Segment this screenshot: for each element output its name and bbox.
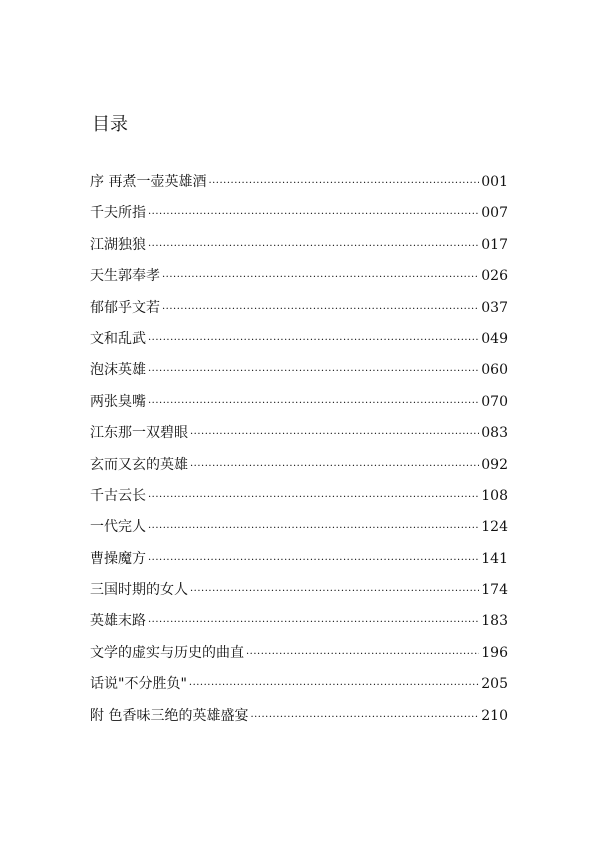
toc-entry (90, 203, 508, 234)
toc-entry-page: 183 (481, 613, 508, 630)
toc-leader-dots (246, 645, 479, 665)
toc-entry-page: 124 (481, 519, 508, 536)
toc-entry (90, 329, 508, 360)
toc-entry (90, 706, 508, 737)
toc-leader-dots (208, 174, 479, 194)
toc-entry-page: 070 (481, 393, 508, 410)
toc-entry-title: 江东那一双碧眼 (90, 425, 188, 442)
toc-entry (90, 298, 508, 329)
toc-entry-page: 026 (481, 268, 508, 285)
toc-leader-dots (190, 457, 479, 477)
toc-entry-page: 001 (481, 174, 508, 190)
toc-entry (90, 235, 508, 266)
toc-entry (90, 517, 508, 548)
toc-entry-title: 一代完人 (90, 519, 146, 536)
toc-entry (90, 266, 508, 297)
toc-leader-dots (148, 394, 479, 414)
toc-entry (90, 423, 508, 454)
toc-entry-title: 序 再煮一壶英雄酒 (90, 174, 207, 190)
toc-entry-page: 141 (481, 550, 508, 567)
toc-leader-dots (162, 300, 479, 320)
toc-leader-dots (148, 205, 479, 225)
toc-entry-page: 196 (481, 644, 508, 661)
toc-entry-title: 文学的虚实与历史的曲直 (90, 644, 244, 661)
toc-entry-page: 037 (481, 299, 508, 316)
toc-entry-page: 108 (481, 487, 508, 504)
toc-entry-title: 江湖独狼 (90, 236, 146, 253)
toc-leader-dots (148, 237, 479, 257)
toc-leader-dots (148, 331, 479, 351)
toc-leader-dots (148, 519, 479, 539)
toc-entry (90, 580, 508, 611)
toc-entry (90, 549, 508, 580)
toc-entry-title: 千古云长 (90, 487, 146, 504)
toc-entry-title: 文和乱武 (90, 330, 146, 347)
toc-entry-page: 174 (481, 582, 508, 599)
toc-entry-page: 060 (481, 362, 508, 379)
toc-entry (90, 643, 508, 674)
toc-entry-title: 话说"不分胜负" (90, 676, 187, 693)
toc-entry-page: 083 (481, 425, 508, 442)
toc-entry-title: 英雄末路 (90, 613, 146, 630)
toc-entry-title: 郁郁乎文若 (90, 299, 160, 316)
toc-entry-title: 三国时期的女人 (90, 582, 188, 599)
toc-entry (90, 455, 508, 486)
toc-entry (90, 674, 508, 705)
toc-leader-dots (250, 708, 479, 728)
toc-entry (90, 360, 508, 391)
toc-entry-page: 007 (481, 205, 508, 222)
toc-list (90, 172, 508, 737)
toc-entry-title: 泡沫英雄 (90, 362, 146, 379)
toc-entry (90, 486, 508, 517)
toc-entry-page: 205 (481, 676, 508, 693)
toc-entry-page: 017 (481, 236, 508, 253)
toc-entry-title: 玄而又玄的英雄 (90, 456, 188, 473)
toc-entry (90, 172, 508, 203)
toc-entry-title: 两张臭嘴 (90, 393, 146, 410)
toc-leader-dots (190, 425, 479, 445)
toc-entry-page: 049 (481, 330, 508, 347)
toc-leader-dots (148, 551, 479, 571)
toc-entry-title: 天生郭奉孝 (90, 268, 160, 285)
toc-title: 目录 (92, 114, 128, 135)
toc-entry (90, 392, 508, 423)
toc-leader-dots (148, 613, 479, 633)
toc-leader-dots (190, 582, 479, 602)
toc-leader-dots (189, 676, 479, 696)
toc-leader-dots (148, 362, 479, 382)
toc-entry-page: 092 (481, 456, 508, 473)
toc-entry-title: 附 色香味三绝的英雄盛宴 (90, 707, 249, 724)
toc-entry-page: 210 (481, 707, 508, 724)
toc-entry-title: 千夫所指 (90, 205, 146, 222)
toc-entry (90, 611, 508, 642)
toc-entry-title: 曹操魔方 (90, 550, 146, 567)
toc-leader-dots (148, 488, 479, 508)
toc-leader-dots (162, 268, 479, 288)
